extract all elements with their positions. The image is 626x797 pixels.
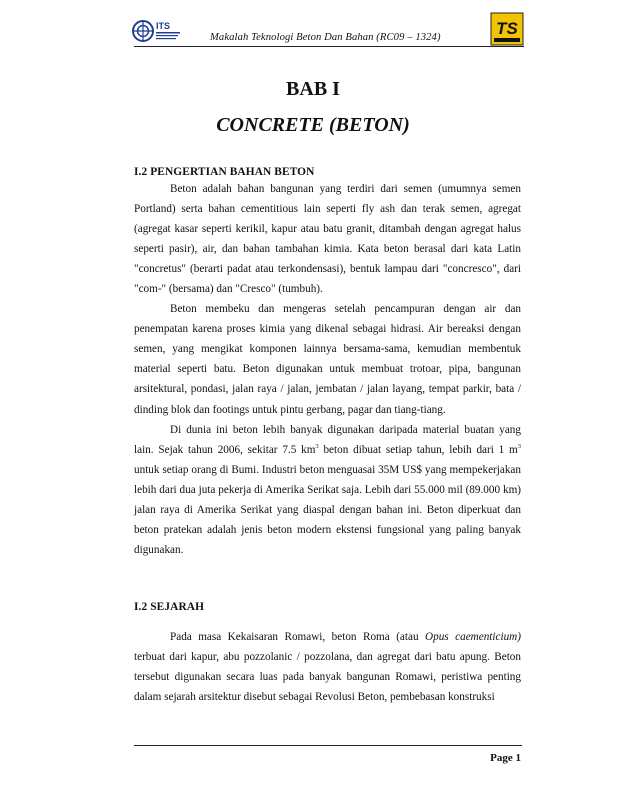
page-number: Page 1: [490, 752, 521, 764]
paragraph: Beton membeku dan mengeras setelah pencampuran dengan air dan penempatan karena proses kimia yang dikenal sebagai hidrasi. Air bereaksi dengan semen, yang mengikat komponen lainnya bersama-sama, kemudian membentuk material seperti batu. Beton digunakan untuk membuat trotoar, pipa, bangunan arsitektural, pondasi, jalan raya / jalan, jembatan / jalan layang, tempat parkir, bata / dinding blok dan footings untuk pintu gerbang, pagar dan tiang-tiang.: [134, 303, 521, 416]
section-body-sejarah: [134, 627, 521, 707]
ts-logo: [490, 12, 524, 46]
paragraph: [134, 420, 521, 560]
its-logo-text: ITS: [156, 21, 171, 31]
superscript: 3: [315, 442, 319, 450]
section-body-pengertian: [134, 179, 521, 560]
paragraph-text: terbuat dari kapur, abu pozzolanic / pozzolana, dan agregat dari batu apung. Beton tersebut digunakan secara luas pada banyak bangunan Romawi, peristiwa penting dalam sejarah arsitektur disebut sebagai Revolusi Beton, pembebasan konstruksi: [134, 651, 521, 704]
header-title: Makalah Teknologi Beton Dan Bahan (RC09 – 1324): [210, 32, 441, 43]
section-heading-pengertian: I.2 PENGERTIAN BAHAN BETON: [134, 166, 315, 178]
italic-term: Opus caementicium): [425, 631, 521, 643]
paragraph-text: untuk setiap orang di Bumi. Industri beton menguasai 35M US$ yang mempekerjakan lebih dari dua juta pekerja di Amerika Serikat saja. Lebih dari 55.000 mil (89.000 km) jalan raya di Amerika Serikat yang diaspal dengan bahan ini. Beton diperkuat dan beton pratekan adalah jenis beton modern ekstensi fungsional yang paling banyak digunakan.: [134, 463, 521, 556]
paragraph-text: Pada masa Kekaisaran Romawi, beton Roma (atau: [170, 631, 426, 643]
ts-logo-text: TS: [496, 19, 518, 38]
chapter-label: BAB I: [286, 78, 340, 100]
section-heading-sejarah: I.2 SEJARAH: [134, 601, 205, 613]
header-divider: [134, 46, 524, 47]
superscript: 3: [517, 442, 521, 450]
its-logo: [132, 16, 182, 46]
paragraph-text: Di dunia ini beton lebih banyak digunakan daripada material buatan yang lain. Sejak tahun 2006, sekitar 7.5 km: [134, 423, 521, 456]
paragraph: [134, 627, 521, 707]
page-header: [132, 10, 524, 50]
paragraph-text: beton dibuat setiap tahun, lebih dari 1 m: [318, 443, 518, 456]
footer-divider: [134, 745, 522, 746]
chapter-title: CONCRETE (BETON): [216, 114, 410, 136]
paragraph: Beton adalah bahan bangunan yang terdiri dari semen (umumnya semen Portland) serta bahan cementitious lain seperti fly ash dan terak semen, agregat (agregat kasar seperti kerikil, kapur atau batu granit, ditambah dengan agregat halus seperti pasir), air, dan bahan tambahan kimia. Kata beton berasal dari kata Latin "concretus" (berarti padat atau terkondensasi), bentuk lampau dari "concresco", dari "com-" (bersama) dan "Cresco" (tumbuh).: [134, 183, 521, 296]
